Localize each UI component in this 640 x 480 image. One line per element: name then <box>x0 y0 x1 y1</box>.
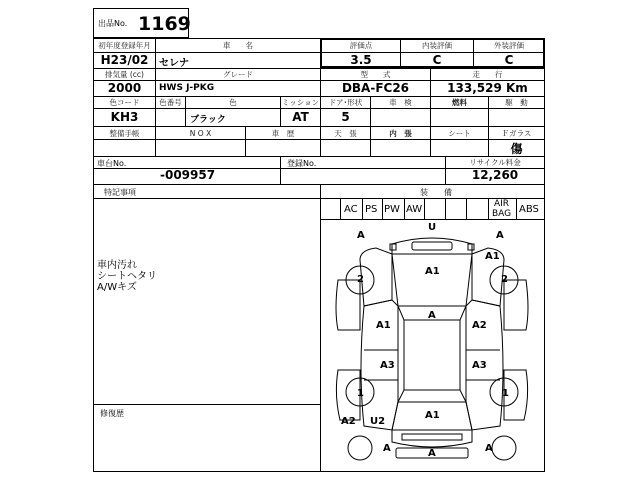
lot-number-box <box>93 8 189 38</box>
equip-airbag-bottom: BAG <box>492 209 512 219</box>
score-value: 3.5 <box>350 53 372 67</box>
model-value: DBA-FC26 <box>341 81 410 95</box>
hline <box>93 184 545 185</box>
doors-label: ドア･形状 <box>328 98 363 107</box>
car-diagram <box>320 220 545 472</box>
hline <box>93 108 545 109</box>
displacement-label: 排気量 (cc) <box>105 70 144 79</box>
equip-ps: PS <box>365 204 378 215</box>
damage-trunk: A1 <box>425 410 440 421</box>
fglass-label: Ｆガラス <box>501 129 532 138</box>
displacement-value: 2000 <box>107 81 142 95</box>
car-name-value: セレナ <box>159 58 189 69</box>
equip-pw: PW <box>384 204 400 215</box>
score-label: 評価点 <box>349 41 373 50</box>
chassis-label: 車台No. <box>97 159 127 168</box>
damage-front-left: A <box>357 230 365 241</box>
damage-a1-left-door: A1 <box>376 320 391 331</box>
vline <box>445 198 446 220</box>
damage-a3-right: A3 <box>472 360 487 371</box>
damage-hood: A1 <box>425 266 440 277</box>
damage-tire-fr: 2 <box>501 274 508 285</box>
mileage-value: 133,529 Km <box>447 81 528 95</box>
sunroof-label: 天 張 <box>334 129 357 138</box>
vline <box>280 156 281 184</box>
damage-front-u: U <box>428 222 437 233</box>
fglass-value: 傷 <box>510 142 523 156</box>
vline <box>340 198 341 220</box>
chassis-value: -009957 <box>160 168 216 182</box>
grade-value: HWS J-PKG <box>159 83 215 93</box>
notes-content <box>97 260 157 293</box>
note-line: シートヘタリ <box>97 271 157 282</box>
color-value: ブラック <box>190 115 226 125</box>
hline <box>93 126 545 127</box>
color-label: 色 <box>229 98 237 107</box>
history-label: 車 歴 <box>271 129 295 138</box>
vehicle-inspection-label: 車 検 <box>389 98 412 107</box>
first-reg-value: H23/02 <box>100 53 149 67</box>
damage-rear-left: A <box>383 443 391 454</box>
reg-no-label: 登録No. <box>287 159 317 168</box>
note-line: 車内汚れ <box>97 260 137 271</box>
damage-tire-rl: 1 <box>357 388 364 399</box>
first-reg-label: 初年度登録年月 <box>98 41 151 50</box>
vline <box>424 198 425 220</box>
equip-aw: AW <box>406 204 423 215</box>
damage-roof: A <box>428 310 436 321</box>
color-code-value: KH3 <box>110 110 139 124</box>
repair-history-label: 修復歴 <box>100 409 124 418</box>
lot-number: 1169 <box>138 13 191 35</box>
transmission-value: AT <box>292 110 309 124</box>
exterior-value: C <box>504 53 514 67</box>
lot-label: 出品No. <box>98 19 128 28</box>
mileage-label: 走 行 <box>472 70 503 79</box>
damage-front-right: A <box>496 230 504 241</box>
damage-a2-right-door: A2 <box>472 320 487 331</box>
interior-value: C <box>432 53 442 67</box>
vline <box>466 198 467 220</box>
drive-label: 駆 動 <box>505 98 528 107</box>
transmission-label: ミッション <box>281 98 320 107</box>
notes-label: 特記事項 <box>104 188 136 197</box>
grade-label: グレード <box>223 70 253 79</box>
vline <box>516 198 517 220</box>
equip-airbag-top: AIR <box>494 199 510 209</box>
note-line: A/Wキズ <box>97 282 137 293</box>
model-label: 型 式 <box>360 70 391 79</box>
equipment-label: 装 備 <box>420 188 452 197</box>
exterior-label: 外装評価 <box>494 41 524 50</box>
damage-a2-rear-left: A2 <box>341 416 356 427</box>
hline <box>93 404 320 405</box>
color-no-label: 色番号 <box>159 98 182 107</box>
equip-ac: AC <box>344 204 358 215</box>
damage-tire-fl: 2 <box>357 274 364 285</box>
damage-rear-center: A <box>428 448 436 459</box>
vline <box>488 198 489 220</box>
damage-a1-right-upper: A1 <box>485 251 500 262</box>
fuel-label: 燃料 <box>452 98 467 107</box>
vline <box>382 198 383 220</box>
damage-u2-rear: U2 <box>370 416 386 427</box>
car-name-label: 車 名 <box>223 41 253 50</box>
color-code-label: 色コード <box>109 98 140 107</box>
recycle-label: リサイクル料金 <box>469 158 521 167</box>
recycle-value: 12,260 <box>471 168 519 182</box>
damage-tire-rr: 1 <box>502 388 509 399</box>
interior-label: 内装評価 <box>422 41 452 50</box>
maintenance-label: 整備手帳 <box>109 129 140 138</box>
seat-label: シート <box>448 129 471 138</box>
interior-trim-label: 内 張 <box>389 129 412 138</box>
doors-value: 5 <box>341 110 350 124</box>
damage-a3-left: A3 <box>380 360 395 371</box>
damage-rear-right: A <box>485 443 493 454</box>
vline <box>362 198 363 220</box>
hline <box>93 139 545 140</box>
vline <box>404 198 405 220</box>
nox-label: N O X <box>189 129 212 138</box>
equip-abs: ABS <box>519 204 539 215</box>
